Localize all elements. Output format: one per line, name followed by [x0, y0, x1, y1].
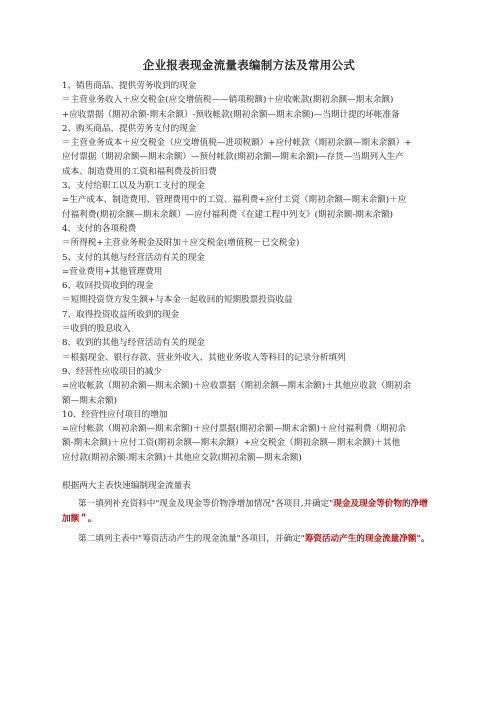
page-title: 企业报表现金流量表编制方法及常用公式 — [142, 58, 356, 72]
list-item: 5、支付的其他与经营活动有关的现金 — [62, 252, 205, 263]
step-1-highlight: 现金及现金等价物的净增加额＂。 — [62, 499, 428, 524]
list-item: 6、收回投资收到的现金 — [62, 281, 154, 292]
list-item: 1、销售商品、提供劳务收到的现金 — [62, 81, 197, 91]
list-item: =营业费用+其他管理费用 — [62, 266, 163, 277]
list-item: 成本、制造费用的工资和福利费及折旧费 — [62, 166, 217, 177]
list-item: ＝收到的股息收入 — [62, 324, 131, 335]
list-item: ＝主营业务成本＋应交税金（应交增值税—进项税额）+应付帐款（期初余额—期末余额）+ — [62, 138, 412, 149]
list-item: 付福利费(期初余额—期末余额）—应付福利费《在建工程中列支》(期初余额-期末余额) — [62, 209, 393, 220]
list-item: 2、购买商品、提供劳务支付的现金 — [62, 123, 197, 134]
list-item: 3、支付给职工以及为职工支付的现金 — [62, 181, 205, 192]
list-item: 9、经营性应收项目的减少 — [62, 366, 162, 377]
step-1-paragraph — [62, 497, 436, 526]
list-item: =应收帐款（期初余额—期末余额)＋应收票据（期初余额—期末余额)＋其他应收款（期初余 — [62, 381, 412, 392]
step-1-text: 第一填列补充资料中"现金及现金等价物净增加情况"各项目,并确定" — [78, 499, 334, 510]
step-2-paragraph — [62, 532, 436, 546]
step-2-highlight: 筹资活动产生的现金流量净额"。 — [304, 533, 430, 544]
list-item: ＝短期投资贷方发生额+与本金一起收回的短期股票投资收益 — [62, 295, 293, 306]
list-item: =应付帐款（期初余额—期末余额)＋应付票据(期初余额—期末余额)＋应付福利费（期初余 — [62, 424, 406, 435]
list-item: 应付款(期初余额-期末余额)＋其他应交款(期初余额—期末余额) — [62, 452, 302, 463]
list-item: 8、收到的其他与经营活动有关的现金 — [62, 338, 205, 349]
list-item: 额-期末余额)＋应付工资(期初余额—期末余额）+应交税金（期初余额—期末余额)＋其他 — [62, 438, 401, 449]
list-item: 7、取得投资收益所收到的现金 — [62, 309, 180, 320]
list-item: 4、支付的各项税费 — [62, 223, 137, 234]
list-item: 应付票据（期初余额—期末余额）—预付帐款(期初余额—期末余额)—存货—当期列入生产 — [62, 152, 404, 163]
list-item: ＝所得税+主营业务税金及附加＋应交税金(增值税－已交税金) — [62, 238, 300, 249]
list-item: =生产成本、制造费用、管理费用中的工资、福利费+应付工资（期初余额—期末余额)＋应 — [62, 195, 407, 206]
list-item: 10、经营性应付项目的增加 — [62, 409, 168, 420]
step-2-text: 第二填列主表中"筹资活动产生的现金流量"各项目，并确定" — [78, 533, 305, 544]
list-item: 额—期末余额) — [62, 395, 117, 406]
list-item: +应收票据（期初余额-期末余额）-预收帐款(期初余额—期末余额)—当期计提的坏帐准备 — [62, 109, 400, 120]
section-intro: 根据两大主表快速编制现金流量表 — [62, 481, 191, 492]
list-item: ＝根据现金、银行存款、营业外收入、其他业务收入等科目的记录分析填列 — [62, 352, 346, 363]
list-item: ＝主营业务收入＋应交税金(应交增值税——销项税额)＋应收帐款(期初余额—期末余额) — [62, 95, 394, 106]
formula-list — [62, 79, 436, 465]
